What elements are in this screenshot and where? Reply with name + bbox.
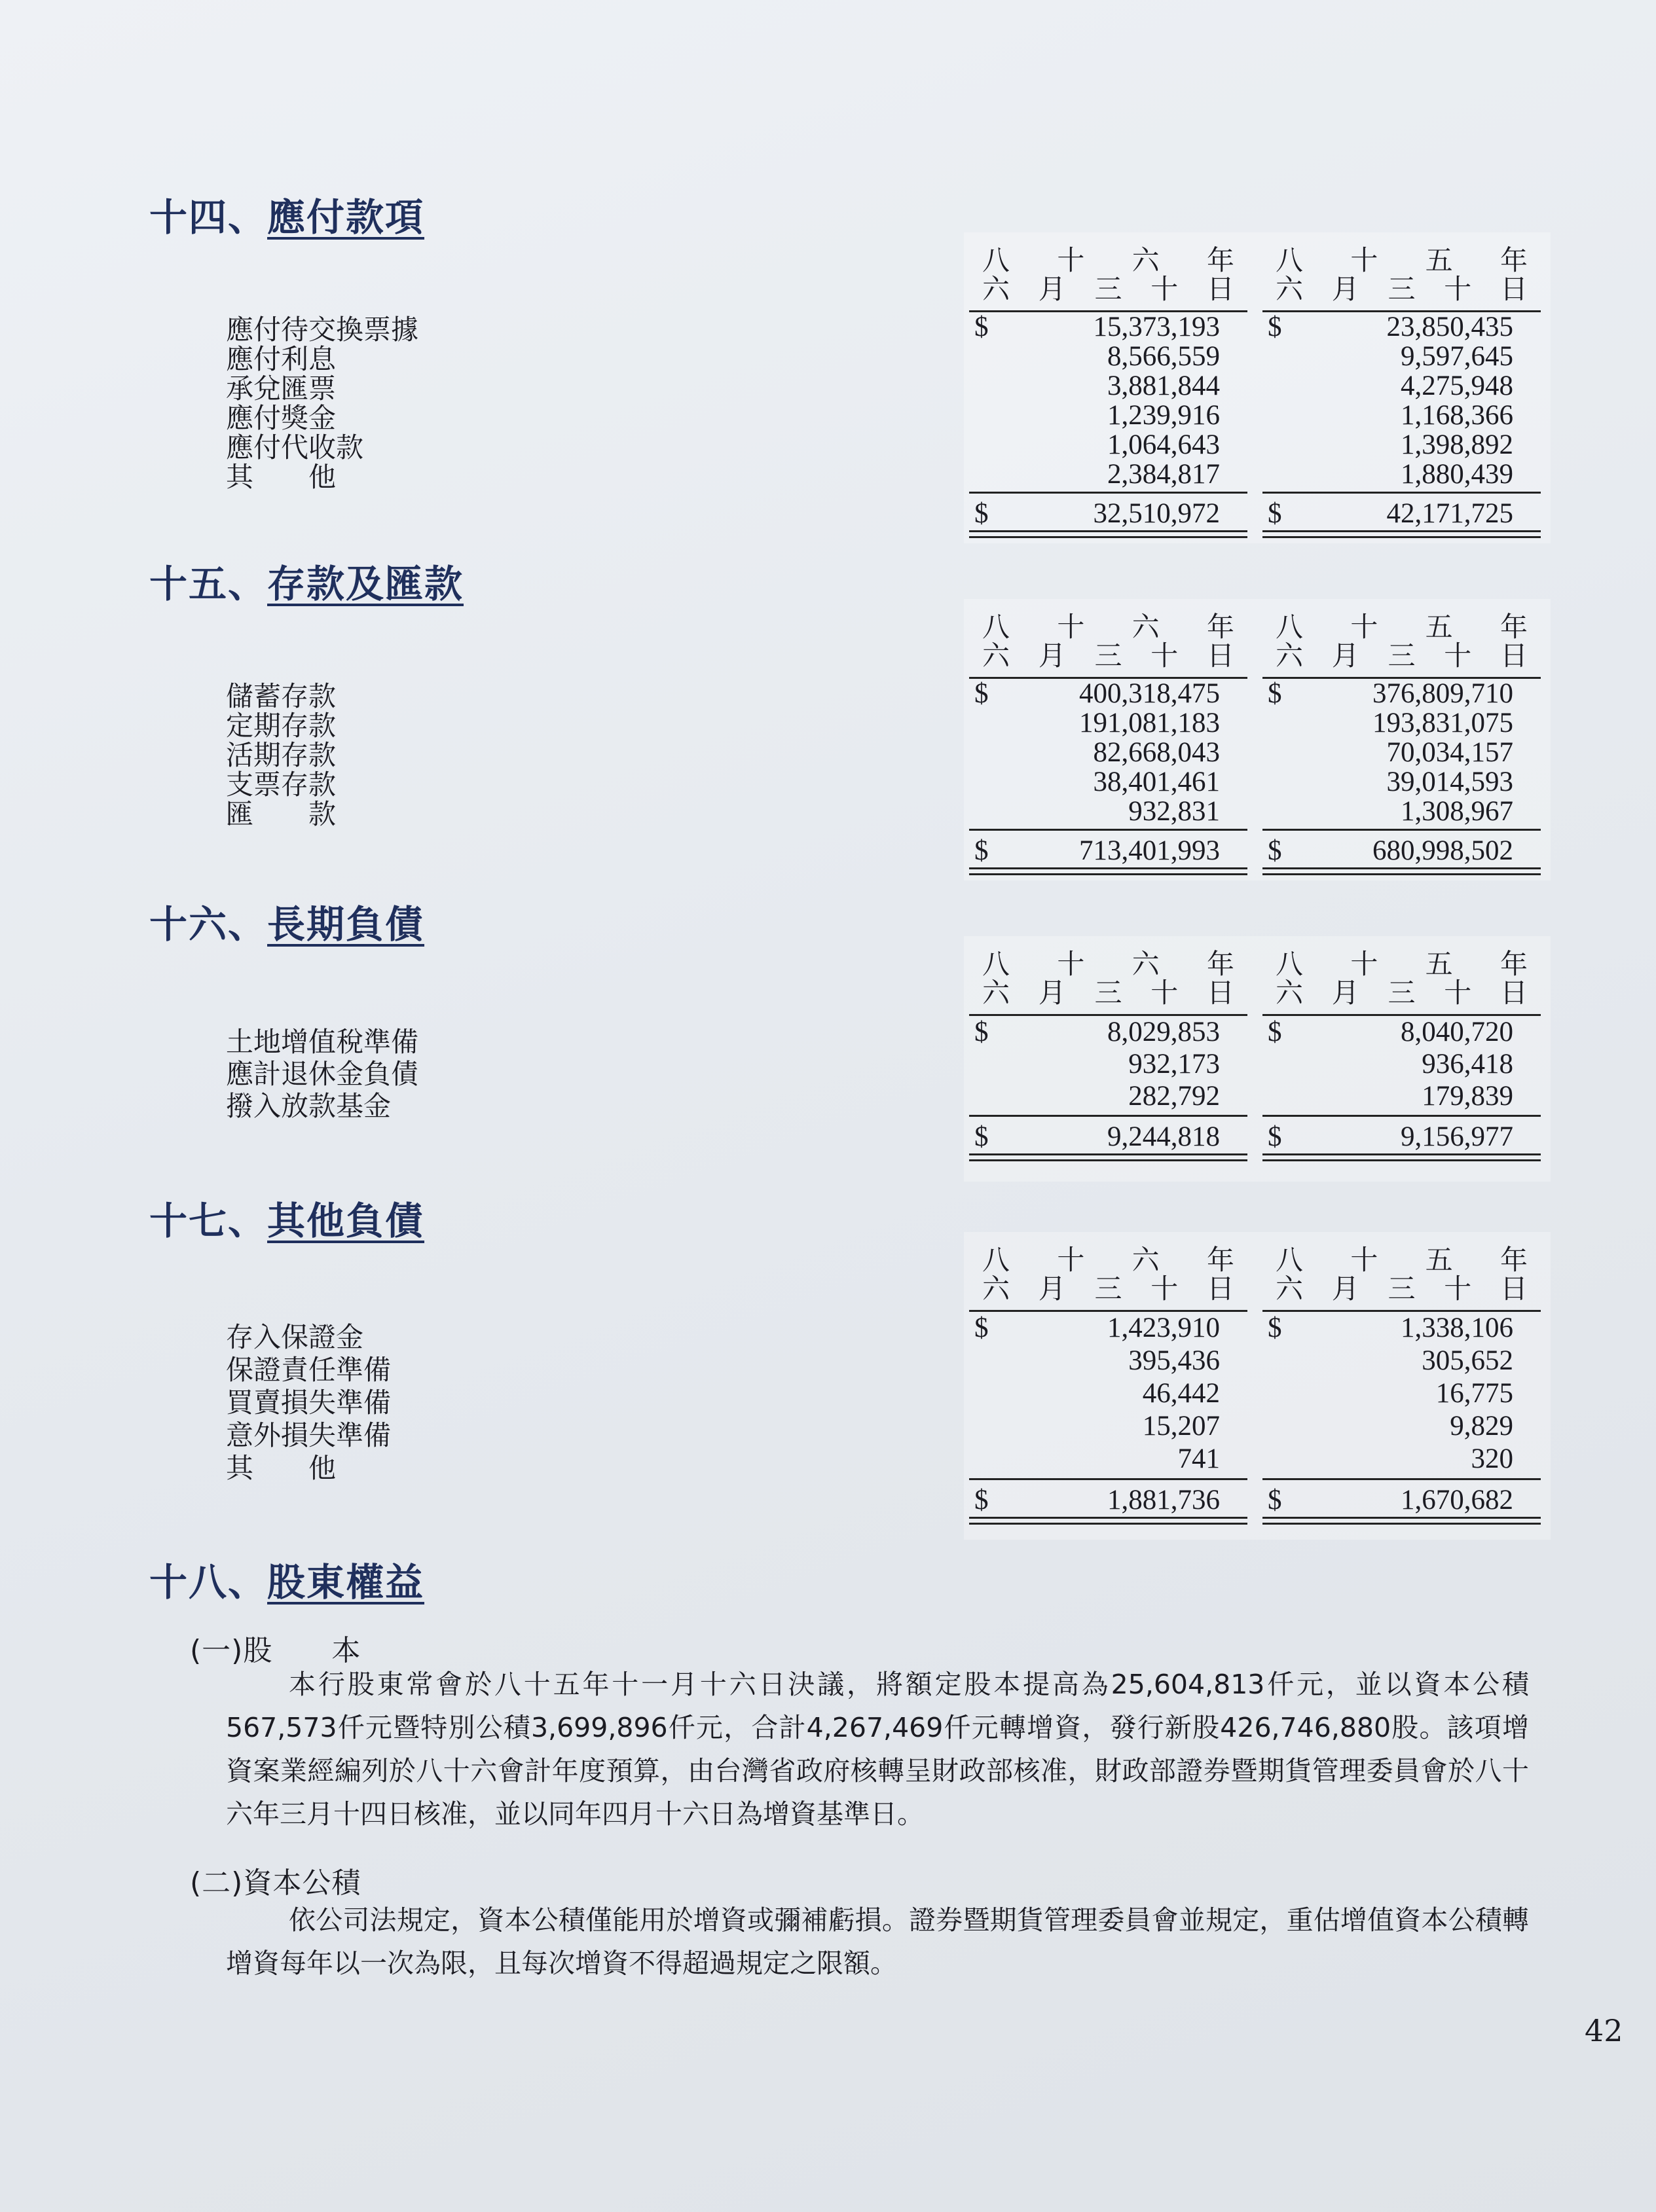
section-title: 應付款項 [267, 195, 425, 240]
column-header: 八 十 五 年 六 月 三 十 日 [1262, 240, 1541, 312]
subtotal-rule [969, 1478, 1247, 1480]
row-label: 儲蓄存款 [226, 680, 337, 712]
subtotal-rule [1262, 1478, 1541, 1480]
column-header: 八 十 六 年 六 月 三 十 日 [969, 606, 1247, 679]
total-row: $ 32,510,972 [974, 498, 1220, 529]
row-label: 應付待交換票據 [226, 314, 419, 346]
row-label: 定期存款 [226, 710, 337, 742]
value-row: 193,831,075 [1372, 708, 1513, 738]
value-row: 82,668,043 [1093, 737, 1220, 768]
column-header: 八 十 六 年 六 月 三 十 日 [969, 943, 1247, 1016]
row-label: 意外損失準備 [226, 1419, 392, 1451]
value-row: $ 23,850,435 [1268, 312, 1513, 342]
value-row: $ 8,029,853 [974, 1017, 1220, 1047]
row-label: 買賣損失準備 [226, 1387, 392, 1419]
section-title: 股東權益 [267, 1560, 425, 1605]
column-header: 八 十 五 年 六 月 三 十 日 [1262, 1239, 1541, 1312]
subsection-share-capital-title: (一)股 本 [190, 1634, 361, 1667]
row-label: 匯 款 [226, 798, 337, 830]
section-14-heading [149, 187, 424, 242]
row-label: 應付獎金 [226, 402, 337, 434]
value-row: 191,081,183 [1079, 708, 1220, 738]
total-row: $ 1,881,736 [974, 1485, 1220, 1515]
value-row: 38,401,461 [1093, 767, 1220, 797]
row-label: 應計退休金負債 [226, 1058, 419, 1090]
page-number: 42 [1585, 2013, 1623, 2048]
double-rule [1262, 1153, 1541, 1161]
value-row: 1,308,967 [1401, 796, 1513, 827]
total-row: $ 9,244,818 [974, 1121, 1220, 1152]
value-row: 46,442 [1142, 1378, 1220, 1409]
section-number: 十八、 [149, 1560, 268, 1605]
column-header: 八 十 六 年 六 月 三 十 日 [969, 1239, 1247, 1312]
subtotal-rule [969, 829, 1247, 831]
s15-labels [226, 681, 336, 829]
column-header: 八 十 六 年 六 月 三 十 日 [969, 240, 1247, 312]
s16-column-85 [1262, 943, 1541, 1161]
row-label: 支票存款 [226, 769, 337, 801]
double-rule [969, 1153, 1247, 1161]
value-row: $ 376,809,710 [1268, 678, 1513, 709]
value-row: 4,275,948 [1401, 371, 1513, 401]
value-row: $ 1,423,910 [974, 1313, 1220, 1343]
value-row: $ 1,338,106 [1268, 1313, 1513, 1343]
section-number: 十七、 [149, 1199, 268, 1243]
value-row: 1,398,892 [1401, 429, 1513, 460]
row-label: 其 他 [226, 461, 337, 493]
subsection-capital-surplus-title: (二)資本公積 [190, 1866, 361, 1900]
value-row: 16,775 [1435, 1378, 1513, 1409]
total-row: $ 9,156,977 [1268, 1121, 1513, 1152]
double-rule [1262, 530, 1541, 538]
total-row: $ 1,670,682 [1268, 1485, 1513, 1515]
capital-surplus-paragraph: 依公司法規定，資本公積僅能用於增資或彌補虧損。證券暨期貨管理委員會並規定，重估增值資本公積轉增資每年以一次為限，且每次增資不得超過規定之限額。 [226, 1904, 1529, 1979]
double-rule [969, 530, 1247, 538]
section-number: 十六、 [149, 902, 268, 947]
s17-column-85 [1262, 1239, 1541, 1525]
value-row: 932,831 [1128, 796, 1220, 827]
value-row: 179,839 [1422, 1081, 1513, 1112]
value-row: 936,418 [1422, 1049, 1513, 1079]
column-header: 八 十 五 年 六 月 三 十 日 [1262, 606, 1541, 679]
row-label: 其 他 [226, 1452, 337, 1484]
value-row: 39,014,593 [1386, 767, 1513, 797]
double-rule [969, 1517, 1247, 1525]
row-label: 承兌匯票 [226, 372, 337, 405]
row-label: 應付利息 [226, 343, 337, 375]
subtotal-rule [1262, 492, 1541, 494]
section-17-heading [149, 1190, 424, 1245]
double-rule [1262, 1517, 1541, 1525]
section-title: 長期負債 [267, 902, 425, 947]
s16-column-86 [969, 943, 1247, 1161]
value-row: 1,168,366 [1401, 400, 1513, 431]
s15-column-85 [1262, 606, 1541, 875]
value-row: $ 400,318,475 [974, 678, 1220, 709]
currency-symbol: $ [974, 312, 989, 342]
value-row: $ 15,373,193 [974, 312, 1220, 342]
total-row: $ 42,171,725 [1268, 498, 1513, 529]
value-row: 305,652 [1422, 1345, 1513, 1376]
s17-column-86 [969, 1239, 1247, 1525]
value-row: 741 [1177, 1443, 1220, 1474]
subtotal-rule [969, 492, 1247, 494]
row-label: 存入保證金 [226, 1321, 364, 1353]
total-row: $ 680,998,502 [1268, 835, 1513, 866]
subtotal-rule [969, 1115, 1247, 1117]
double-rule [969, 867, 1247, 875]
section-16-heading [149, 894, 424, 949]
value-row: 932,173 [1128, 1049, 1220, 1079]
s14-column-86 [969, 240, 1247, 538]
share-capital-paragraph: 本行股東常會於八十五年十一月十六日決議，將額定股本提高為25,604,813仟元，並以資本公積567,573仟元暨特別公積3,699,896仟元，合計4,267,469仟元轉增資，發行新股426,746,880股。該項增資案業經編列於八十六會計年度預算，由台灣省政府核轉呈財政部核准，財政部證券暨期貨管理委員會於八十六年三月十四日核准，並以同年四月十六日為增資基準日。 [226, 1669, 1529, 1830]
section-18-heading [149, 1551, 424, 1606]
value-row: 70,034,157 [1386, 737, 1513, 768]
value-row: 2,384,817 [1107, 459, 1220, 490]
value-row: 282,792 [1128, 1081, 1220, 1112]
value-row: 395,436 [1128, 1345, 1220, 1376]
value-row: 15,207 [1142, 1411, 1220, 1441]
value-row: $ 8,040,720 [1268, 1017, 1513, 1047]
value-row: 1,064,643 [1107, 429, 1220, 460]
s14-labels [226, 315, 418, 492]
row-label: 土地增值稅準備 [226, 1026, 419, 1058]
section-title: 存款及匯款 [267, 562, 464, 606]
s16-labels [226, 1026, 418, 1122]
section-15-heading [149, 553, 464, 608]
subtotal-rule [1262, 829, 1541, 831]
row-label: 應付代收款 [226, 431, 364, 463]
value-row: 1,880,439 [1401, 459, 1513, 490]
double-rule [1262, 867, 1541, 875]
value-row: 1,239,916 [1107, 400, 1220, 431]
s14-column-85 [1262, 240, 1541, 538]
section-title: 其他負債 [267, 1199, 425, 1243]
row-label: 保證責任準備 [226, 1354, 392, 1386]
row-label: 撥入放款基金 [226, 1090, 392, 1122]
value-row: 320 [1471, 1443, 1513, 1474]
s15-column-86 [969, 606, 1247, 875]
section-number: 十五、 [149, 562, 268, 606]
column-header: 八 十 五 年 六 月 三 十 日 [1262, 943, 1541, 1016]
row-label: 活期存款 [226, 739, 337, 771]
s17-labels [226, 1321, 391, 1485]
value-row: 9,829 [1450, 1411, 1513, 1441]
value-row: 3,881,844 [1107, 371, 1220, 401]
value-row: 8,566,559 [1107, 341, 1220, 372]
section-number: 十四、 [149, 195, 268, 240]
subtotal-rule [1262, 1115, 1541, 1117]
total-row: $ 713,401,993 [974, 835, 1220, 866]
value-row: 9,597,645 [1401, 341, 1513, 372]
